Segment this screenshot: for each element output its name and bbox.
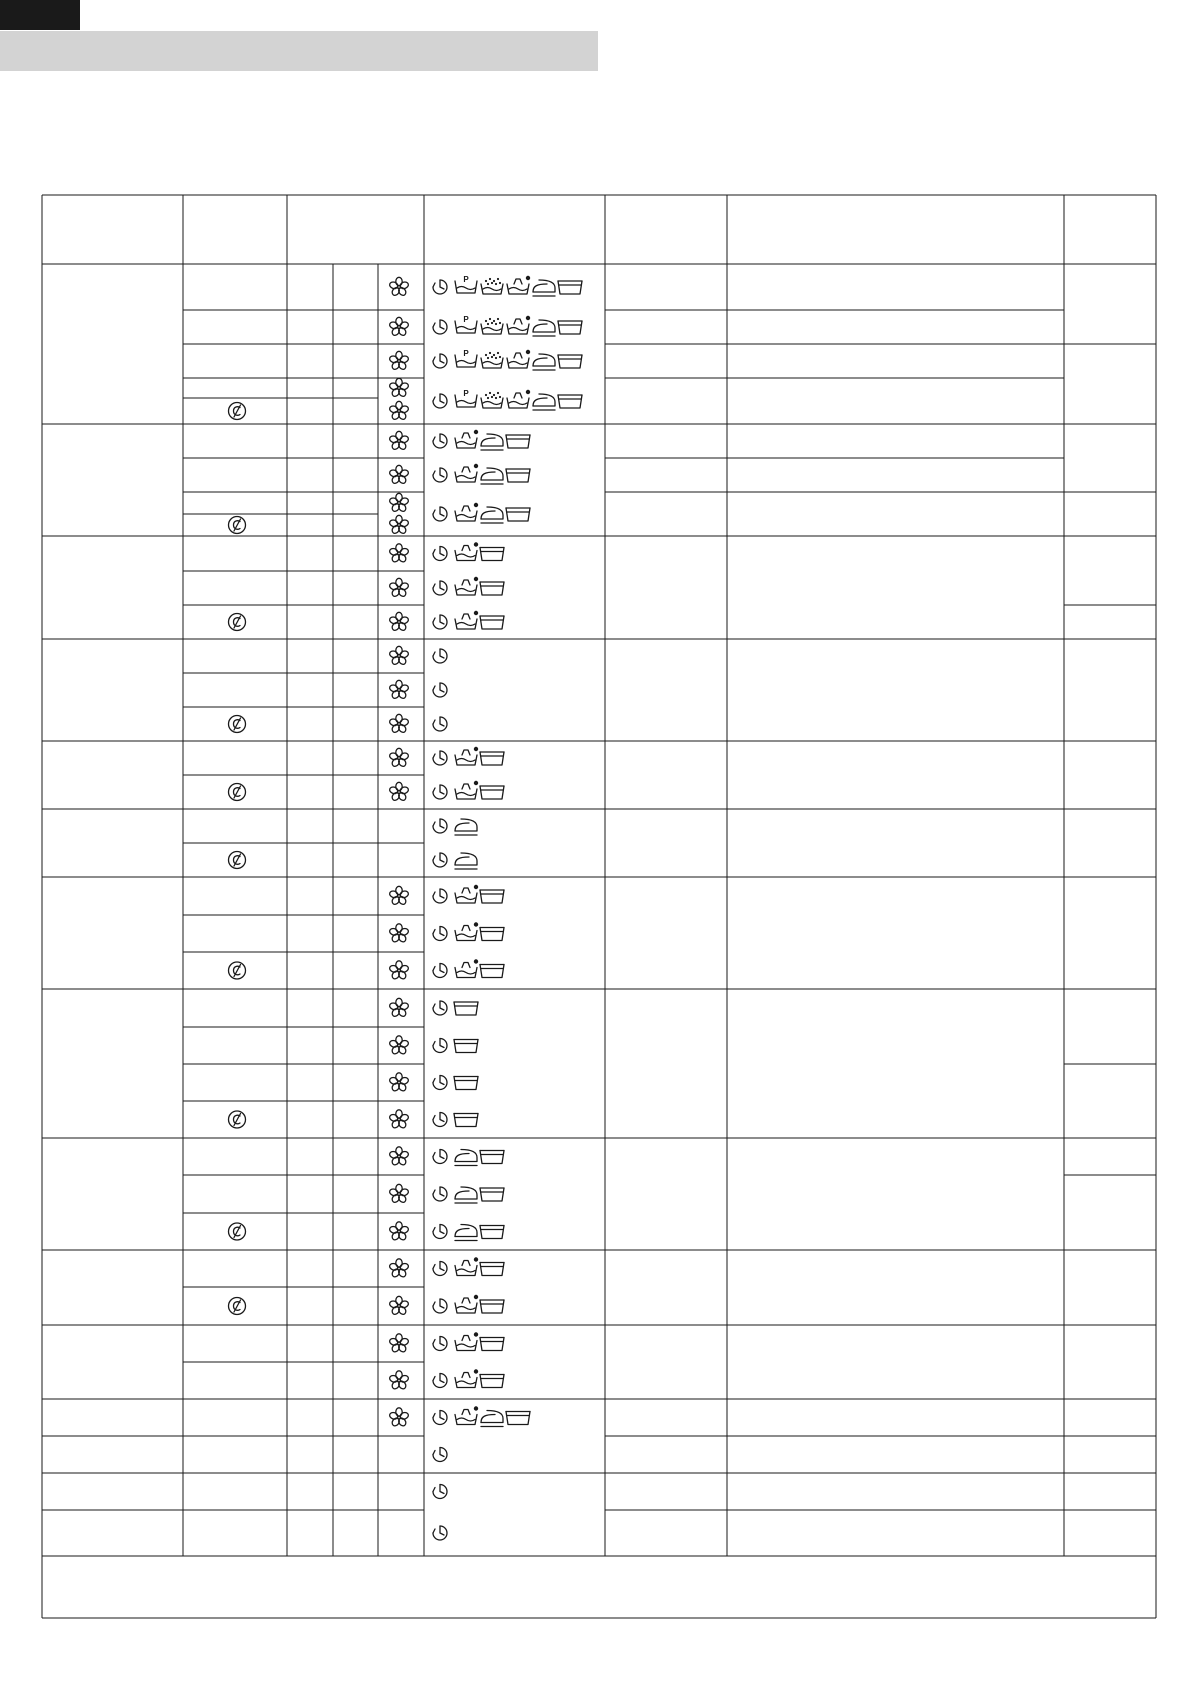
stain-icon: [507, 276, 530, 294]
fan-flower-icon: [389, 1334, 409, 1353]
extra-rinse-icon: [558, 355, 582, 368]
fan-flower-icon: [389, 612, 409, 631]
timer-icon: [433, 320, 447, 334]
prewash-icon: [455, 389, 477, 407]
timer-icon: [433, 468, 447, 482]
no-spin-icon: [229, 962, 246, 979]
stain-icon: [455, 959, 478, 977]
fan-flower-icon: [389, 1408, 409, 1427]
easy-iron-icon: [533, 394, 555, 410]
fan-flower-icon: [389, 1110, 409, 1129]
stain-icon: [455, 781, 478, 799]
no-spin-icon: [229, 1111, 246, 1128]
extra-rinse-icon: [480, 1226, 504, 1239]
timer-icon: [433, 1337, 447, 1351]
extra-rinse-icon: [558, 395, 582, 408]
extra-rinse-icon: [506, 1412, 530, 1425]
extra-rinse-icon: [558, 321, 582, 334]
timer-icon: [433, 507, 447, 521]
extra-rinse-icon: [454, 1077, 478, 1090]
fan-flower-icon: [389, 351, 409, 370]
extra-rinse-icon: [480, 928, 504, 941]
timer-icon: [433, 751, 447, 765]
fan-flower-icon: [389, 1296, 409, 1315]
fan-flower-icon: [389, 961, 409, 980]
easy-iron-icon: [533, 354, 555, 370]
fan-flower-icon: [389, 515, 409, 534]
timer-icon: [433, 1374, 447, 1388]
stain-icon: [455, 922, 478, 940]
extra-rinse-icon: [480, 965, 504, 978]
no-spin-icon: [229, 517, 246, 534]
easy-iron-icon: [455, 819, 477, 835]
stain-icon: [455, 464, 478, 482]
fan-flower-icon: [389, 1147, 409, 1166]
stain-icon: [455, 885, 478, 903]
fan-flower-icon: [389, 277, 409, 296]
timer-icon: [433, 819, 447, 833]
timer-icon: [433, 889, 447, 903]
timer-icon: [433, 1076, 447, 1090]
extra-rinse-icon: [480, 752, 504, 765]
svg-text:P: P: [463, 275, 469, 284]
extra-rinse-icon: [480, 890, 504, 903]
timer-icon: [433, 853, 447, 867]
fan-flower-icon: [389, 998, 409, 1017]
extra-rinse-icon: [480, 582, 504, 595]
easy-iron-icon: [481, 507, 503, 523]
timer-icon: [433, 1150, 447, 1164]
svg-text:P: P: [463, 349, 469, 358]
extra-rinse-icon: [506, 469, 530, 482]
timer-icon: [433, 394, 447, 408]
svg-text:P: P: [463, 389, 469, 398]
timer-icon: [433, 434, 447, 448]
stain-icon: [455, 1369, 478, 1387]
fan-flower-icon: [389, 401, 409, 420]
no-spin-icon: [229, 784, 246, 801]
extra-rinse-icon: [480, 548, 504, 561]
timer-icon: [433, 1225, 447, 1239]
easy-iron-icon: [533, 320, 555, 336]
fan-flower-icon: [389, 465, 409, 484]
prewash-icon: [455, 315, 477, 333]
timer-icon: [433, 1039, 447, 1053]
extra-rinse-icon: [454, 1114, 478, 1127]
fan-flower-icon: [389, 1184, 409, 1203]
extra-rinse-icon: [480, 1151, 504, 1164]
stain-icon: [507, 316, 530, 334]
extra-rinse-icon: [480, 1300, 504, 1313]
timer-icon: [433, 547, 447, 561]
fan-flower-icon: [389, 378, 409, 397]
timer-icon: [433, 964, 447, 978]
stain-icon: [455, 611, 478, 629]
timer-icon: [433, 927, 447, 941]
stain-icon: [455, 542, 478, 560]
timer-icon: [433, 615, 447, 629]
timer-icon: [433, 1299, 447, 1313]
stain-icon: [455, 430, 478, 448]
easy-iron-icon: [481, 1411, 503, 1427]
timer-icon: [433, 785, 447, 799]
timer-icon: [433, 1485, 447, 1499]
extra-rinse-icon: [506, 435, 530, 448]
timer-icon: [433, 649, 447, 663]
timer-icon: [433, 1411, 447, 1425]
timer-icon: [433, 717, 447, 731]
intensive-icon: [481, 318, 503, 334]
fan-flower-icon: [389, 646, 409, 665]
fan-flower-icon: [389, 431, 409, 450]
fan-flower-icon: [389, 886, 409, 905]
stain-icon: [455, 747, 478, 765]
timer-icon: [433, 1526, 447, 1540]
stain-icon: [455, 503, 478, 521]
extra-rinse-icon: [480, 616, 504, 629]
timer-icon: [433, 683, 447, 697]
extra-rinse-icon: [454, 1002, 478, 1015]
no-spin-icon: [229, 716, 246, 733]
stain-icon: [455, 577, 478, 595]
fan-flower-icon: [389, 493, 409, 512]
fan-flower-icon: [389, 578, 409, 597]
easy-iron-icon: [455, 1150, 477, 1166]
intensive-icon: [481, 392, 503, 408]
timer-icon: [433, 354, 447, 368]
extra-rinse-icon: [558, 281, 582, 294]
extra-rinse-icon: [480, 786, 504, 799]
fan-flower-icon: [389, 1073, 409, 1092]
easy-iron-icon: [533, 280, 555, 296]
stain-icon: [455, 1295, 478, 1313]
extra-rinse-icon: [480, 1263, 504, 1276]
easy-iron-icon: [455, 1225, 477, 1241]
extra-rinse-icon: [454, 1040, 478, 1053]
fan-flower-icon: [389, 1036, 409, 1055]
stain-icon: [455, 1257, 478, 1275]
fan-flower-icon: [389, 782, 409, 801]
easy-iron-icon: [481, 468, 503, 484]
easy-iron-icon: [455, 853, 477, 869]
fan-flower-icon: [389, 1222, 409, 1241]
fan-flower-icon: [389, 1259, 409, 1278]
no-spin-icon: [229, 1223, 246, 1240]
stain-icon: [455, 1332, 478, 1350]
fan-flower-icon: [389, 680, 409, 699]
prewash-icon: [455, 349, 477, 367]
no-spin-icon: [229, 852, 246, 869]
svg-text:P: P: [463, 315, 469, 324]
easy-iron-icon: [481, 434, 503, 450]
no-spin-icon: [229, 403, 246, 420]
no-spin-icon: [229, 614, 246, 631]
fan-flower-icon: [389, 714, 409, 733]
timer-icon: [433, 581, 447, 595]
extra-rinse-icon: [480, 1338, 504, 1351]
fan-flower-icon: [389, 544, 409, 563]
prewash-icon: [455, 275, 477, 293]
fan-flower-icon: [389, 748, 409, 767]
timer-icon: [433, 1448, 447, 1462]
timer-icon: [433, 1001, 447, 1015]
fan-flower-icon: [389, 317, 409, 336]
intensive-icon: [481, 352, 503, 368]
fan-flower-icon: [389, 924, 409, 943]
stain-icon: [507, 350, 530, 368]
timer-icon: [433, 280, 447, 294]
no-spin-icon: [229, 1298, 246, 1315]
stain-icon: [455, 1406, 478, 1424]
extra-rinse-icon: [480, 1188, 504, 1201]
stain-icon: [507, 390, 530, 408]
extra-rinse-icon: [480, 1375, 504, 1388]
timer-icon: [433, 1262, 447, 1276]
timer-icon: [433, 1113, 447, 1127]
easy-iron-icon: [455, 1187, 477, 1203]
timer-icon: [433, 1187, 447, 1201]
fan-flower-icon: [389, 1371, 409, 1390]
intensive-icon: [481, 278, 503, 294]
extra-rinse-icon: [506, 508, 530, 521]
